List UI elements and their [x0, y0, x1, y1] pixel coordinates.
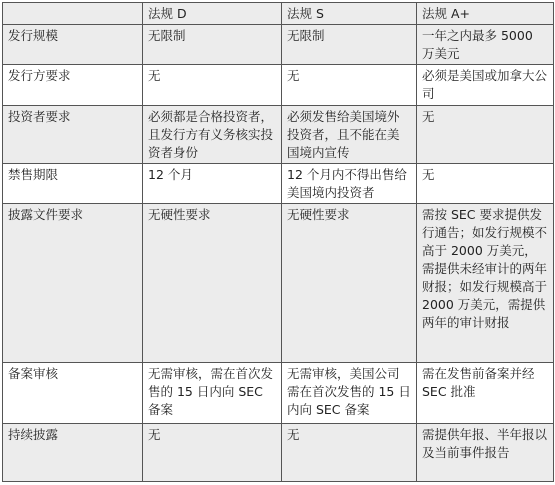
- row-label: 投资者要求: [3, 105, 143, 163]
- cell-reg-a-plus: 必须是美国或加拿大公司: [417, 65, 554, 105]
- table-row: [3, 163, 554, 203]
- cell-reg-s: 必须发售给美国境外投资者，且不能在美国境内宣传: [282, 105, 417, 163]
- header-row: [3, 3, 554, 25]
- cell-reg-s: 无硬性要求: [282, 204, 417, 363]
- cell-reg-a-plus: 需提供年报、半年报以及当前事件报告: [417, 423, 554, 481]
- cell-reg-a-plus: 需按 SEC 要求提供发行通告；如发行规模不高于 2000 万美元，需提供未经审计的两年财报；如发行规模高于 2000 万美元，需提供两年的审计财报: [417, 204, 554, 363]
- row-label: 持续披露: [3, 423, 143, 481]
- table-row: [3, 204, 554, 363]
- cell-reg-a-plus: 无: [417, 163, 554, 203]
- row-label: 禁售期限: [3, 163, 143, 203]
- table-row: [3, 65, 554, 105]
- header-reg-d: 法规 D: [143, 3, 282, 25]
- cell-reg-s: 无需审核，美国公司需在首次发售的 15 日内向 SEC 备案: [282, 363, 417, 423]
- regulation-comparison-table: [2, 2, 554, 482]
- cell-reg-d: 无: [143, 65, 282, 105]
- row-label: 发行方要求: [3, 65, 143, 105]
- cell-reg-s: 无: [282, 423, 417, 481]
- cell-reg-a-plus: 需在发售前备案并经 SEC 批准: [417, 363, 554, 423]
- row-label: 发行规模: [3, 25, 143, 65]
- cell-reg-d: 无硬性要求: [143, 204, 282, 363]
- cell-reg-d: 必须都是合格投资者，且发行方有义务核实投资者身份: [143, 105, 282, 163]
- cell-reg-d: 无: [143, 423, 282, 481]
- cell-reg-a-plus: 无: [417, 105, 554, 163]
- cell-reg-s: 12 个月内不得出售给美国境内投资者: [282, 163, 417, 203]
- header-reg-a-plus: 法规 A+: [417, 3, 554, 25]
- cell-reg-s: 无: [282, 65, 417, 105]
- cell-reg-d: 12 个月: [143, 163, 282, 203]
- table-row: [3, 423, 554, 481]
- header-corner: [3, 3, 143, 25]
- table-row: [3, 363, 554, 423]
- row-label: 备案审核: [3, 363, 143, 423]
- header-reg-s: 法规 S: [282, 3, 417, 25]
- cell-reg-d: 无限制: [143, 25, 282, 65]
- table-row: [3, 105, 554, 163]
- table-row: [3, 25, 554, 65]
- cell-reg-d: 无需审核，需在首次发售的 15 日内向 SEC 备案: [143, 363, 282, 423]
- row-label: 披露文件要求: [3, 204, 143, 363]
- cell-reg-s: 无限制: [282, 25, 417, 65]
- cell-reg-a-plus: 一年之内最多 5000 万美元: [417, 25, 554, 65]
